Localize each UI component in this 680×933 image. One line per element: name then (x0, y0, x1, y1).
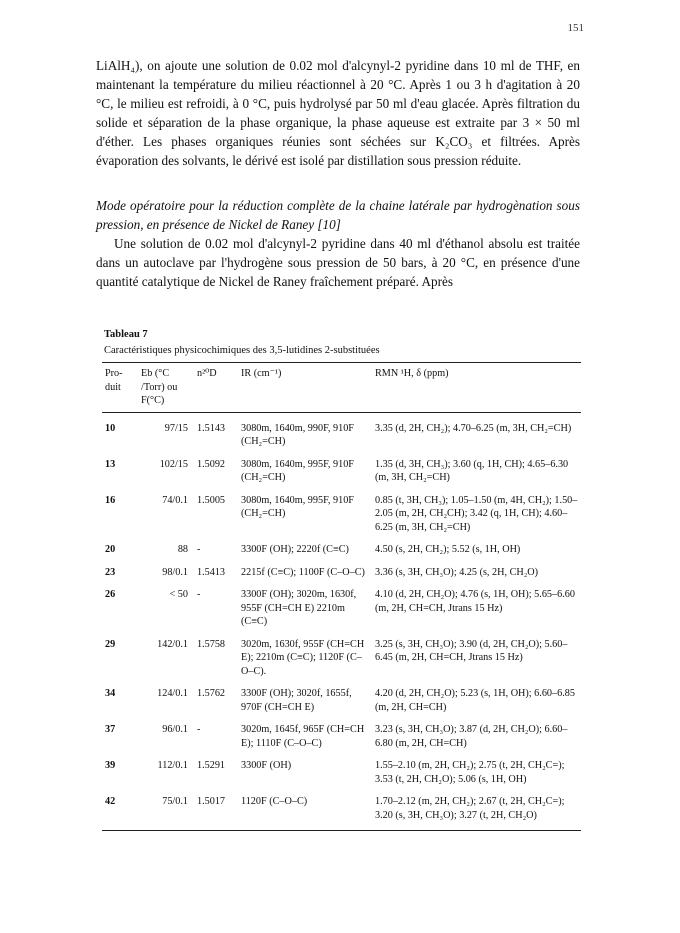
table-header-row (102, 363, 581, 413)
cell-produit: 29 (105, 638, 116, 650)
table-caption: Caractéristiques physicochimiques des 3,5-lutidines 2-substituées (104, 345, 380, 356)
paragraph-reduction-procedure (96, 56, 580, 170)
cell-produit: 26 (105, 589, 116, 600)
cell-nd: 1.5291 (197, 760, 226, 771)
cell-produit: 16 (105, 494, 116, 506)
header-eb: Eb (°C /Torr) ou F(°C) (138, 363, 194, 413)
table-row (102, 678, 581, 714)
cell-rmn: 3.23 (s, 3H, CH₃O); 3.87 (d, 2H, CH₂O); 6.60–6.80 (m, 2H, CH=CH) (375, 724, 568, 749)
cell-ir: 2215f (C≡C); 1100F (C–O–C) (241, 566, 365, 578)
cell-nd: 1.5005 (197, 494, 226, 506)
table-row (102, 714, 581, 750)
paragraph-hydrogenation (96, 234, 580, 291)
cell-eb: 98/0.1 (162, 566, 188, 578)
cell-eb: 75/0.1 (138, 786, 194, 831)
cell-produit: 39 (105, 760, 116, 771)
cell-eb: 142/0.1 (157, 638, 188, 650)
cell-nd: - (197, 724, 201, 735)
data-table (102, 362, 581, 831)
cell-produit: 20 (105, 544, 116, 555)
cell-ir: 3300F (OH); 3020f, 1655f, 970F (CH=CH E) (241, 688, 352, 713)
table-row (102, 412, 581, 449)
cell-rmn: 1.35 (d, 3H, CH₃); 3.60 (q, 1H, CH); 4.65–6.30 (m, 3H, CH₂=CH) (375, 458, 569, 483)
cell-rmn: 3.25 (s, 3H, CH₃O); 3.90 (d, 2H, CH₂O); 5.60–6.45 (m, 2H, CH=CH, Jtrans 15 Hz) (375, 638, 568, 663)
cell-ir: 3080m, 1640m, 995F, 910F (CH₂=CH) (241, 458, 354, 483)
cell-eb: 124/0.1 (157, 688, 188, 699)
cell-nd: 1.5758 (197, 638, 226, 650)
table-row (102, 786, 581, 831)
table-row (102, 629, 581, 679)
cell-nd: 1.5143 (197, 422, 226, 434)
cell-ir: 3300F (OH); 2220f (C≡C) (241, 544, 349, 555)
cell-eb: 112/0.1 (157, 760, 188, 771)
cell-rmn: 1.55–2.10 (m, 2H, CH₂); 2.75 (t, 2H, CH₂C=); 3.53 (t, 2H, CH₂O); 5.06 (s, 1H, OH) (375, 760, 565, 785)
table-body (102, 412, 581, 831)
header-ir: IR (cm⁻¹) (238, 363, 372, 413)
cell-rmn: 1.70–2.12 (m, 2H, CH₂); 2.67 (t, 2H, CH₂C=); 3.20 (s, 3H, CH₃O); 3.27 (t, 2H, CH₂O) (372, 786, 581, 831)
cell-ir: 3020m, 1645f, 965F (CH=CH E); 1110F (C–O–C) (241, 724, 365, 749)
cell-produit: 34 (105, 688, 116, 699)
cell-produit: 42 (102, 786, 138, 831)
table-row (102, 750, 581, 786)
cell-rmn: 3.36 (s, 3H, CH₃O); 4.25 (s, 2H, CH₂O) (375, 566, 539, 578)
table-row (102, 579, 581, 629)
table-row (102, 557, 581, 580)
section-heading-text: Mode opératoire pour la réduction complète de la chaine latérale par hydrogènation sous pression, en présence de Nickel de Raney [10] (96, 198, 580, 232)
cell-eb: 74/0.1 (162, 494, 188, 506)
table-row (102, 449, 581, 485)
cell-nd: 1.5413 (197, 566, 226, 578)
cell-rmn: 4.10 (d, 2H, CH₂O); 4.76 (s, 1H, OH); 5.65–6.60 (m, 2H, CH=CH, Jtrans 15 Hz) (375, 589, 575, 614)
table-row (102, 534, 581, 557)
cell-nd: 1.5017 (194, 786, 238, 831)
paragraph-text: LiAlH₄), on ajoute une solution de 0.02 mol d'alcynyl-2 pyridine dans 10 ml de THF, en maintenant la température du milieu réactionnel à 20 °C. Après 1 ou 3 h d'agitation à 20 °C, le milieu est refroidi, à 0 °C, puis hydrolysé par 50 ml d'eau glacée. Après filtration du solide et séparation de la phase organique, la phase aqueuse est extraite par 3 × 50 ml d'éther. Les phases organiques réunies sont séchées sur K₂CO₃ et filtrées. Après évaporation des solvants, le dérivé est isolé par distillation sous pression réduite. (96, 58, 580, 168)
cell-nd: 1.5762 (197, 688, 226, 699)
header-produit: Pro- duit (102, 363, 138, 413)
cell-ir: 3020m, 1630f, 955F (CH=CH E); 2210m (C≡C); 1120F (C–O–C). (241, 638, 365, 677)
paragraph-text: Une solution de 0.02 mol d'alcynyl-2 pyridine dans 40 ml d'éthanol absolu est traitée dans un autoclave par l'hydrogène sous pression de 50 bars, à 20 °C, en présence d'une quantité catalytique de Nickel de Raney fraîchement préparé. Après (96, 236, 580, 289)
cell-rmn: 3.35 (d, 2H, CH₂); 4.70–6.25 (m, 3H, CH₂=CH) (375, 422, 572, 434)
cell-rmn: 4.20 (d, 2H, CH₂O); 5.23 (s, 1H, OH); 6.60–6.85 (m, 2H, CH=CH) (375, 688, 575, 713)
cell-eb: 97/15 (164, 422, 188, 434)
cell-eb: 102/15 (159, 458, 188, 470)
cell-nd: - (197, 589, 201, 600)
table-row (102, 485, 581, 535)
cell-produit: 37 (105, 724, 116, 735)
cell-ir: 1120F (C–O–C) (238, 786, 372, 831)
page-number: 151 (567, 22, 584, 34)
cell-produit: 13 (105, 458, 116, 470)
section-heading-italic (96, 196, 580, 234)
cell-ir: 3080m, 1640m, 995F, 910F (CH₂=CH) (241, 494, 354, 519)
cell-nd: 1.5092 (197, 458, 226, 470)
header-nd: n²⁰D (194, 363, 238, 413)
cell-ir: 3080m, 1640m, 990F, 910F (CH₂=CH) (241, 422, 354, 447)
table-title: Tableau 7 (104, 329, 148, 340)
cell-rmn: 0.85 (t, 3H, CH₃); 1.05–1.50 (m, 4H, CH₂); 1.50–2.05 (m, 2H, CH₂CH); 3.42 (q, 1H, CH); 4.60–6.25 (m, 3H, CH₂=CH) (375, 494, 578, 533)
cell-rmn: 4.50 (s, 2H, CH₂); 5.52 (s, 1H, OH) (375, 544, 521, 555)
cell-eb: < 50 (169, 589, 188, 600)
cell-eb: 96/0.1 (162, 724, 188, 735)
cell-produit: 10 (105, 422, 116, 434)
cell-eb: 88 (177, 544, 188, 555)
header-rmn: RMN ¹H, δ (ppm) (372, 363, 581, 413)
cell-produit: 23 (105, 566, 116, 578)
cell-nd: - (197, 544, 201, 555)
cell-ir: 3300F (OH); 3020m, 1630f, 955F (CH=CH E) 2210m (C≡C) (241, 589, 357, 627)
cell-ir: 3300F (OH) (241, 760, 292, 771)
